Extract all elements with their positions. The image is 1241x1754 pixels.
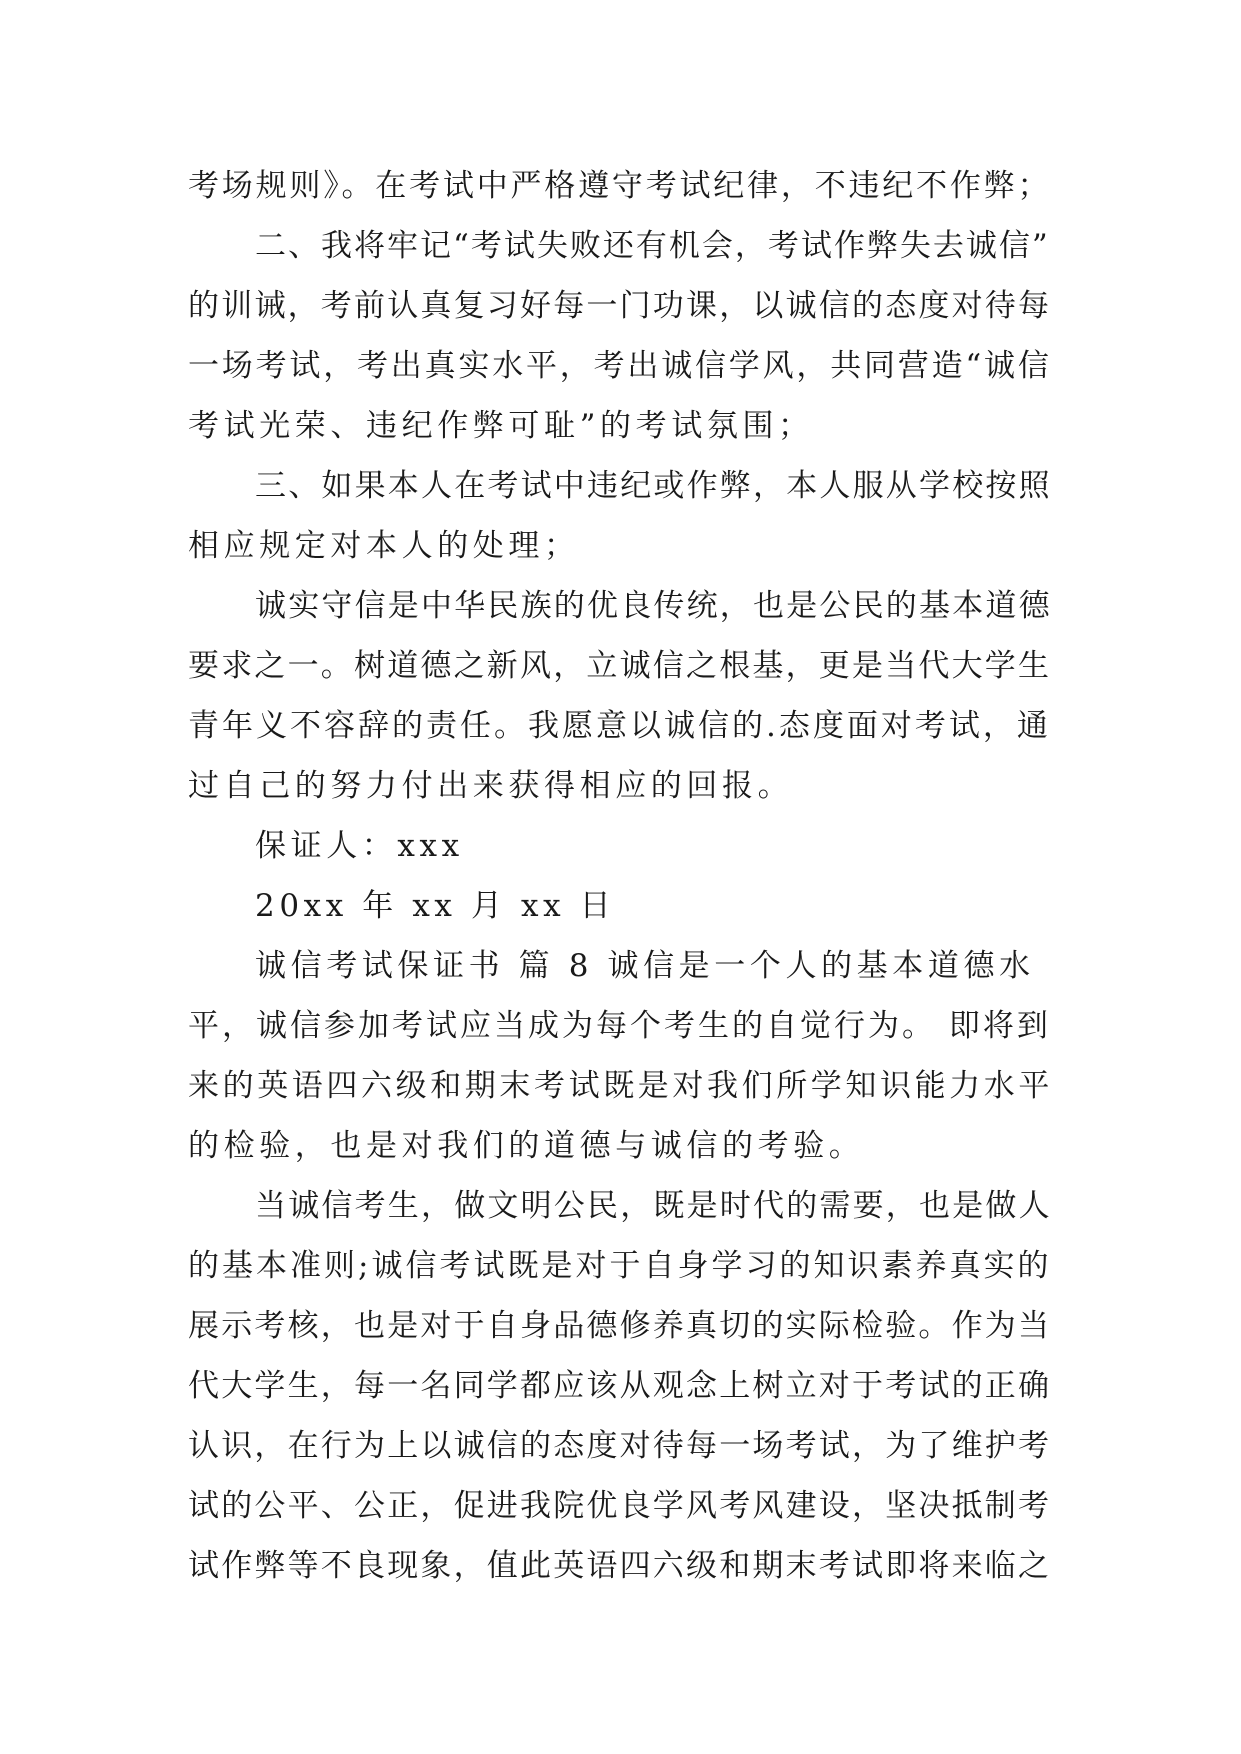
text-line: 过自己的努力付出来获得相应的回报。: [188, 768, 794, 804]
text-line: 认识，在行为上以诚信的态度对待每一场考试，为了维护考: [188, 1428, 1052, 1464]
text-line: 青年义不容辞的责任。我愿意以诚信的.态度面对考试，通: [188, 708, 1051, 744]
text-line: 的训诫，考前认真复习好每一门功课，以诚信的态度对待每: [188, 288, 1052, 324]
text-line: 试的公平、公正，促进我院优良学风考风建设，坚决抵制考: [188, 1488, 1052, 1524]
text-line: 二、我将牢记“考试失败还有机会，考试作弊失去诚信”: [255, 228, 1050, 264]
date-line: 20xx 年 xx 月 xx 日: [255, 888, 616, 924]
text-line: 考试光荣、违纪作弊可耻”的考试氛围；: [188, 408, 814, 444]
text-line: 诚实守信是中华民族的优良传统，也是公民的基本道德: [255, 588, 1052, 624]
text-line: 代大学生，每一名同学都应该从观念上树立对于考试的正确: [188, 1368, 1052, 1404]
text-line: 相应规定对本人的处理；: [188, 528, 580, 564]
text-line: 来的英语四六级和期末考试既是对我们所学知识能力水平: [188, 1068, 1053, 1104]
text-line: 考场规则》。在考试中严格遵守考试纪律，不违纪不作弊；: [188, 168, 1052, 204]
text-line: 的检验，也是对我们的道德与诚信的考验。: [188, 1128, 865, 1164]
text-line: 要求之一。树道德之新风，立诚信之根基，更是当代大学生: [188, 648, 1052, 684]
text-line: 试作弊等不良现象，值此英语四六级和期末考试即将来临之: [188, 1548, 1052, 1584]
text-line: 三、如果本人在考试中违纪或作弊，本人服从学校按照: [255, 468, 1052, 504]
text-line: 展示考核，也是对于自身品德修养真切的实际检验。作为当: [188, 1308, 1052, 1344]
text-line: 平，诚信参加考试应当成为每个考生的自觉行为。 即将到: [188, 1008, 1051, 1044]
section-heading-line: 诚信考试保证书 篇 8 诚信是一个人的基本道德水: [255, 948, 1035, 984]
text-line: 一场考试，考出真实水平，考出诚信学风，共同营造“诚信: [188, 348, 1052, 384]
text-line: 当诚信考生，做文明公民，既是时代的需要，也是做人: [255, 1188, 1052, 1224]
text-line: 的基本准则;诚信考试既是对于自身学习的知识素养真实的: [188, 1248, 1052, 1284]
signature-line: 保证人：xxx: [255, 828, 464, 864]
